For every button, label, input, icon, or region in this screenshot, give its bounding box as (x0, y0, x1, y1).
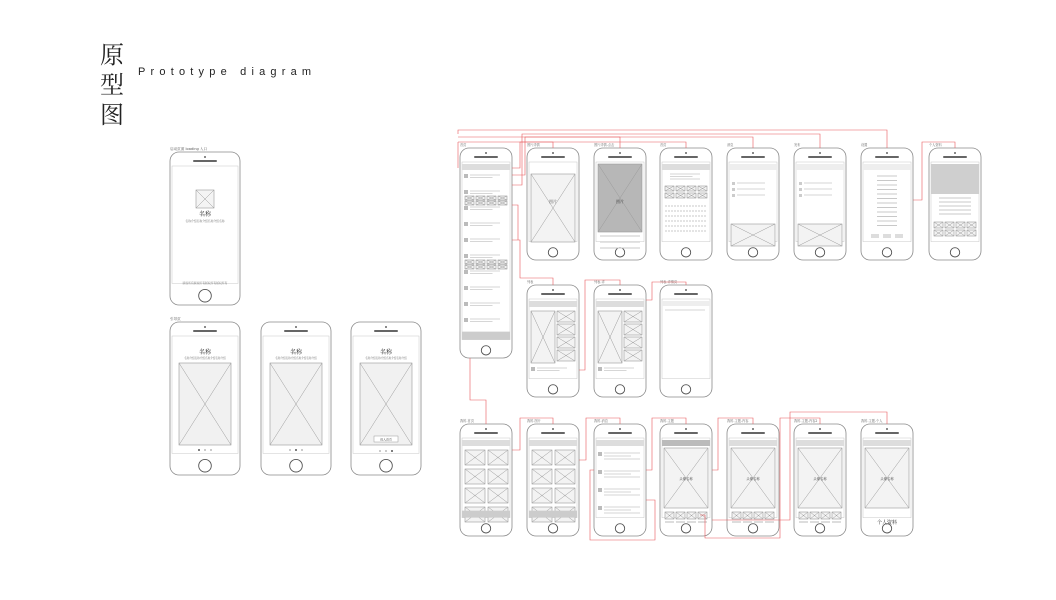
phone-speaker (943, 156, 967, 158)
nav-bar (863, 164, 911, 170)
list-avatar (464, 206, 468, 210)
row1-label-8: 个人资料 (929, 143, 942, 147)
phone-screen (172, 166, 238, 283)
topic-tag (765, 521, 774, 523)
phone-speaker (474, 156, 498, 158)
phone-camera (619, 152, 621, 154)
home-button (615, 248, 624, 257)
page-dot (295, 449, 297, 451)
phone-speaker (674, 432, 698, 434)
phone-speaker (875, 156, 899, 158)
message-avatar (598, 470, 602, 474)
checkbox (799, 188, 802, 191)
topic-tag (832, 521, 841, 523)
home-button (748, 524, 757, 533)
list-avatar (531, 367, 535, 371)
phone-camera (685, 152, 687, 154)
profile-title: 个人资料 (876, 520, 898, 526)
nav-bar (662, 440, 710, 446)
page-dot (301, 449, 303, 451)
message-avatar (598, 506, 602, 510)
topic-tag (665, 521, 674, 523)
phone-camera (819, 152, 821, 154)
nav-bar (596, 301, 644, 307)
home-button (290, 459, 303, 472)
topic-tag (821, 521, 830, 523)
page-dot (379, 450, 381, 452)
topic-tag (754, 521, 763, 523)
list-phone-1 (527, 285, 579, 397)
home-button (615, 524, 624, 533)
my-topic-phone-4 (861, 424, 913, 536)
guide-phone-3 (351, 322, 421, 475)
home-button (950, 248, 959, 257)
tab-bar (462, 332, 510, 340)
row1-label-4: 首页 (660, 143, 667, 147)
checkbox (799, 194, 802, 197)
phone-speaker (474, 432, 498, 434)
enter-button-label: 进入首页 (379, 437, 393, 442)
checkbox (732, 182, 735, 185)
phone-screen (662, 299, 710, 379)
detail-image-label: 图片 (549, 199, 557, 204)
tab-bar (529, 511, 577, 518)
phone-camera (552, 289, 554, 291)
home-button (681, 524, 690, 533)
home-button (548, 385, 557, 394)
splash-desc: 名称介绍名称介绍名称介绍名称 (185, 219, 225, 223)
overlay-image-label: 图片 (616, 199, 624, 204)
phone-camera (619, 289, 621, 291)
list-avatar (464, 222, 468, 226)
splash-section-label: 启动页面 loading 入口 (170, 147, 208, 151)
row1-label-5: 消息 (727, 143, 734, 147)
checkbox (732, 194, 735, 197)
phone-camera (485, 428, 487, 430)
phone-speaker (808, 156, 832, 158)
topic-avatar-name: 头像名称 (679, 477, 693, 481)
list-avatar (464, 286, 468, 290)
tab-bar (462, 511, 510, 518)
home-button (748, 248, 757, 257)
phone-camera (552, 152, 554, 154)
checkbox (799, 182, 802, 185)
phone-speaker (741, 432, 765, 434)
home-button (615, 385, 624, 394)
my-grid-phone-1 (460, 424, 512, 536)
page-dot (204, 449, 206, 451)
page-dot (391, 450, 393, 452)
diagram-subtitle: Prototype diagram (138, 66, 317, 78)
home-button (681, 385, 690, 394)
phone-camera (886, 152, 888, 154)
home-button (548, 248, 557, 257)
guide-desc: 名称介绍名称介绍名称介绍名称介绍 (275, 357, 317, 360)
phone-speaker (541, 432, 565, 434)
list-detail-phone (660, 285, 712, 397)
phone-camera (295, 326, 297, 328)
checkbox (732, 188, 735, 191)
list-avatar (598, 367, 602, 371)
phone-speaker (608, 293, 632, 295)
topic-avatar-name: 头像名称 (880, 477, 894, 481)
home-feed-phone (660, 148, 712, 260)
flow-connector-7 (458, 130, 887, 148)
phone-speaker (674, 293, 698, 295)
image-detail-phone (527, 148, 579, 260)
phone-camera (819, 428, 821, 430)
nav-bar (729, 440, 777, 446)
my-topic-phone-2 (727, 424, 779, 536)
phone-speaker (541, 156, 565, 158)
phone-camera (685, 428, 687, 430)
settings-button (871, 234, 879, 238)
nav-bar (796, 440, 844, 446)
phone-speaker (374, 330, 398, 332)
list-avatar (464, 254, 468, 258)
row3-label-6: 我的-主题-内容2 (794, 419, 818, 423)
nav-bar (529, 301, 577, 307)
phone-camera (204, 326, 206, 328)
phone-speaker (808, 432, 832, 434)
row3-label-2: 我的-图片 (527, 419, 541, 423)
phone-speaker (741, 156, 765, 158)
title-char-3: 图 (100, 101, 124, 129)
topic-tag (732, 521, 741, 523)
home-list-phone (460, 148, 512, 358)
home-button (481, 346, 490, 355)
phone-speaker (674, 156, 698, 158)
settings-phone (861, 148, 913, 260)
list-avatar (464, 302, 468, 306)
my-topic-phone-3 (794, 424, 846, 536)
guide-name: 名称 (289, 349, 303, 356)
list-avatar (464, 174, 468, 178)
settings-button (883, 234, 891, 238)
list-avatar (464, 238, 468, 242)
guide-section-label: 引导页 (170, 317, 181, 321)
nav-bar (596, 440, 644, 446)
topic-avatar-name: 头像名称 (746, 477, 760, 481)
topic-tag (687, 521, 696, 523)
phone-speaker (193, 160, 217, 162)
splash-phone (170, 152, 240, 305)
topic-tag (676, 521, 685, 523)
list-avatar (464, 270, 468, 274)
nav-bar (729, 164, 777, 170)
phone-speaker (541, 293, 565, 295)
topic-tag (810, 521, 819, 523)
nav-bar (796, 164, 844, 170)
guide-name: 名称 (379, 349, 393, 356)
home-button (199, 459, 212, 472)
row3-label-7: 我的-主题-个人 (861, 419, 883, 423)
nav-bar (529, 440, 577, 446)
guide-phone-2 (261, 322, 331, 475)
home-button (882, 248, 891, 257)
phone-speaker (608, 432, 632, 434)
guide-name: 名称 (198, 349, 212, 356)
home-button (380, 459, 393, 472)
nav-bar (462, 440, 510, 446)
row3-label-4: 我的-主题 (660, 419, 674, 423)
nav-bar (662, 301, 710, 306)
phone-speaker (608, 156, 632, 158)
message-avatar (598, 488, 602, 492)
profile-phone (929, 148, 981, 260)
home-button (815, 248, 824, 257)
phone-speaker (284, 330, 308, 332)
row1-label-3: 图片详情-点击 (594, 143, 615, 147)
nav-bar (462, 164, 510, 170)
my-messages-phone (594, 424, 646, 536)
guide-desc: 名称介绍名称介绍名称介绍名称介绍 (365, 357, 407, 360)
home-button (548, 524, 557, 533)
splash-name: 名称 (198, 211, 212, 218)
page-dot (210, 449, 212, 451)
row1-label-7: 设置 (861, 143, 868, 147)
list-avatar (464, 318, 468, 322)
home-button (481, 524, 490, 533)
flow-connector-13 (470, 358, 486, 424)
phone-camera (385, 326, 387, 328)
phone-screen (596, 438, 644, 518)
publish-phone (794, 148, 846, 260)
title-char-1: 原 (100, 41, 124, 69)
phone-camera (204, 156, 206, 158)
phone-camera (619, 428, 621, 430)
phone-camera (685, 289, 687, 291)
phone-camera (485, 152, 487, 154)
settings-button (895, 234, 903, 238)
phone-speaker (193, 330, 217, 332)
row1-label-2: 图片详情 (527, 143, 540, 147)
title-char-2: 型 (100, 71, 124, 99)
home-button (681, 248, 690, 257)
row3-label-5: 我的-主题-内容 (727, 419, 749, 423)
phone-screen (863, 162, 911, 242)
guide-phone-1 (170, 322, 240, 475)
nav-bar (662, 164, 710, 170)
page-dot (289, 449, 291, 451)
page-dot (198, 449, 200, 451)
phone-speaker (875, 432, 899, 434)
home-button (199, 289, 212, 302)
row2-label-1: 列表 (527, 280, 534, 284)
guide-desc: 名称介绍名称介绍名称介绍名称介绍 (184, 357, 226, 360)
row2-label-3: 列表-详情页 (660, 280, 678, 284)
list-avatar (464, 190, 468, 194)
row3-label-1: 我的-首页 (460, 419, 474, 423)
nav-bar (863, 440, 911, 446)
image-detail-clicked-phone (594, 148, 646, 260)
row1-label-1: 首页 (460, 143, 467, 147)
row3-label-3: 我的-消息 (594, 419, 608, 423)
topic-avatar-name: 头像名称 (813, 477, 827, 481)
splash-footer: 版权所有版权所有版权所有版权所有 (182, 281, 228, 285)
phone-camera (886, 428, 888, 430)
message-phone (727, 148, 779, 260)
flow-connector-9 (512, 205, 518, 240)
message-avatar (598, 452, 602, 456)
topic-tag (743, 521, 752, 523)
my-topic-phone-1 (660, 424, 712, 536)
phone-screen (462, 162, 510, 340)
page-dot (385, 450, 387, 452)
profile-header (931, 164, 979, 194)
list-phone-2 (594, 285, 646, 397)
home-button (815, 524, 824, 533)
phone-camera (954, 152, 956, 154)
topic-tag (799, 521, 808, 523)
row1-label-6: 发布 (794, 143, 801, 147)
topic-tag (698, 521, 707, 523)
phone-camera (552, 428, 554, 430)
my-grid-phone-2 (527, 424, 579, 536)
phone-camera (752, 428, 754, 430)
phone-camera (752, 152, 754, 154)
row2-label-2: 列表-详 (594, 280, 605, 284)
